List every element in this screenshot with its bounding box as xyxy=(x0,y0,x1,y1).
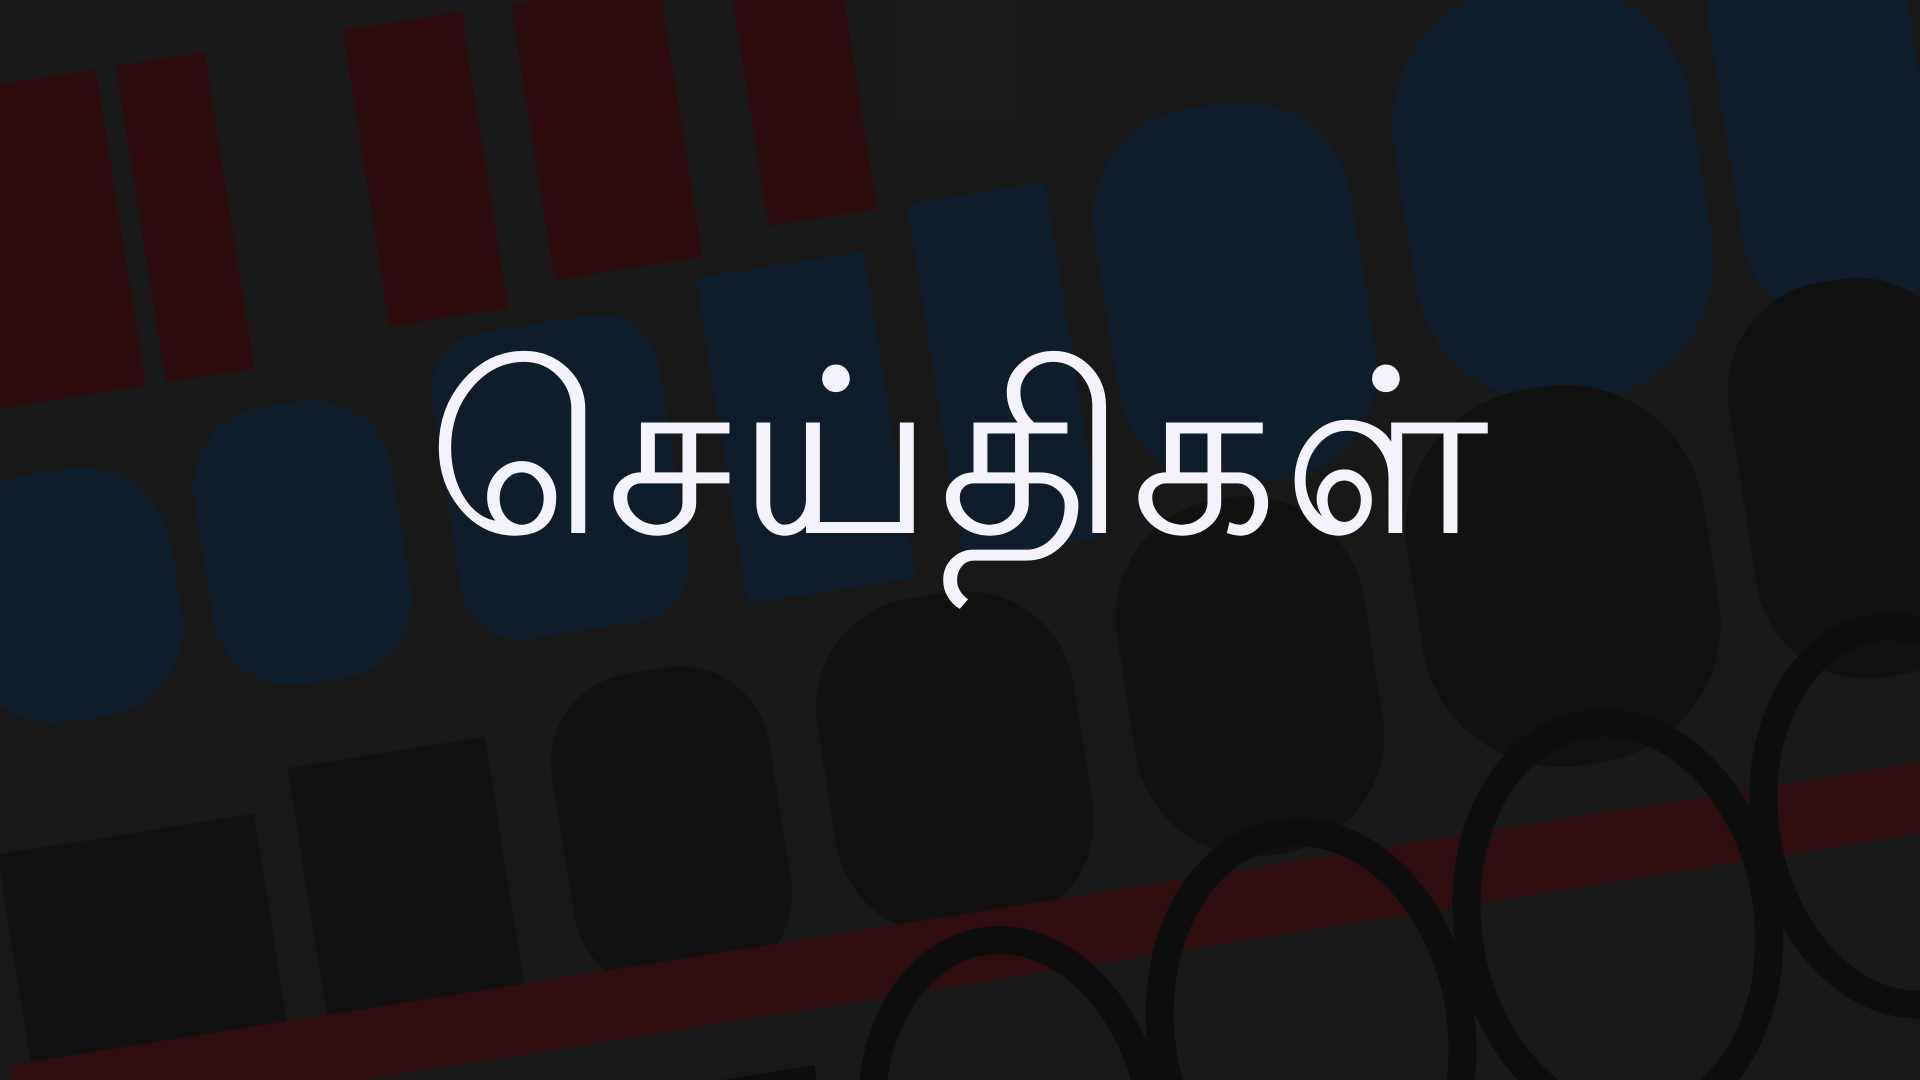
banner-title: செய்திகள் xyxy=(426,321,1494,588)
